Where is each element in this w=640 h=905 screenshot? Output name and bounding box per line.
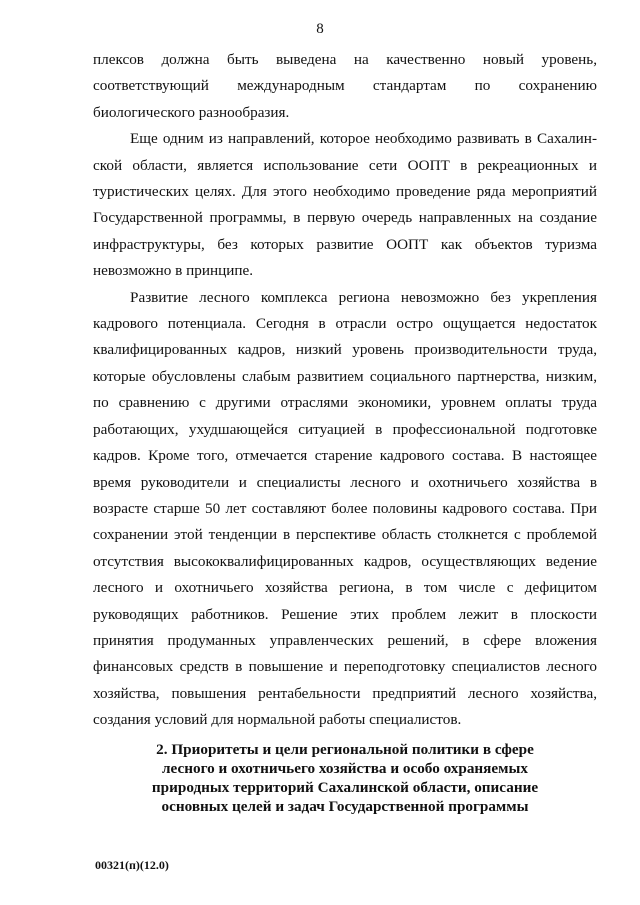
paragraph-oopt-tourism: Еще одним из направлений, которое необходимо развивать в Сахалинской области, является использование сети ООПТ в рекреационных и туристических целях. Для этого необходимо проведение ряда мероприятий Государственной программы, в первую очередь направленных на создание инфраструктуры, без которых развитие ООПТ как объектов туризма невозможно в принципе. [93, 130, 597, 280]
section-heading-line: основных целей и задач Государственной программы [161, 798, 529, 815]
section-heading-line: природных территорий Сахалинской области, описание [151, 779, 539, 796]
document-code: 00321(п)(12.0) [95, 858, 169, 872]
page-number: 8 [316, 21, 324, 37]
section-heading-line: лесного и охотничьего хозяйства и особо охраняемых [162, 760, 528, 777]
paragraph-continuation: плексов должна быть выведена на качественно новый уровень, соответствующий международным стандартам по сохранению биологического разнообразия. [93, 51, 597, 121]
paragraph-forestry-staff: Развитие лесного комплекса региона невозможно без укрепления кадрового потенциала. Сегодня в отрасли остро ощущается недостаток квалифицированных кадров, низкий уровень производительности труда, которые обусловлены слабым развитием социального партнерства, низким, по сравнению с другими отраслями экономики, уровнем оплаты труда работающих, ухудшающейся ситуацией в профессиональной подготовке кадров. Кроме того, отмечается старение кадрового состава. В настоящее время руководители и специалисты лесного и охотничьего хозяйства в возрасте старше 50 лет составляют более половины кадрового состава. При сохранении этой тенденции в перспективе область столкнется с проблемой отсутствия высококвалифицированных кадров, осуществляющих ведение лесного и охотничьего хозяйства региона, в том числе с дефицитом руководящих работников. Решение этих проблем лежит в плоскости принятия продуманных управленческих решений, в сфере вложения финансовых средств в повышение и переподготовку специалистов лесного хозяйства, повышения рентабельности предприятий лесного хозяйства, создания условий для нормальной работы специалистов. [93, 288, 597, 729]
section-heading-line: 2. Приоритеты и цели региональной политики в сфере [156, 741, 534, 758]
section-heading [93, 740, 597, 816]
body-text [93, 47, 597, 734]
